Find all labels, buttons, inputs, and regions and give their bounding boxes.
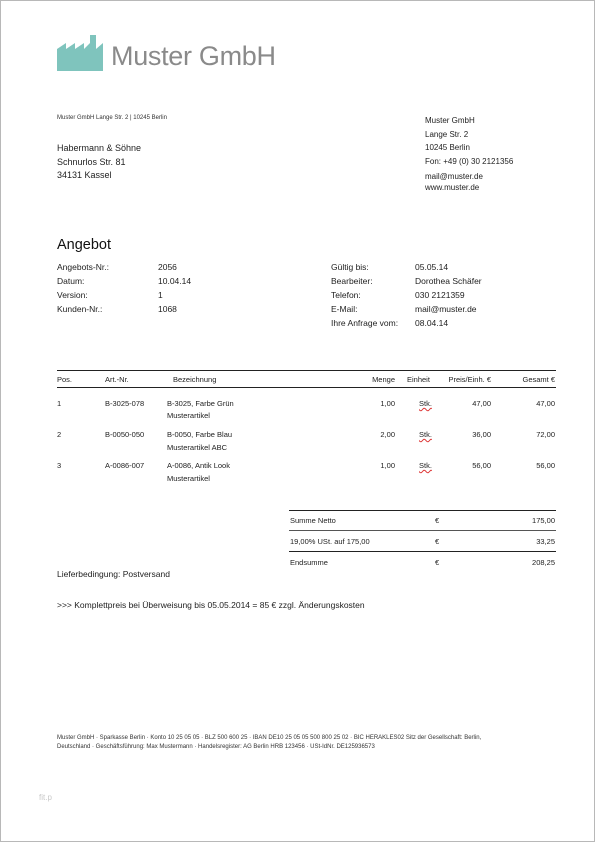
- meta-value-phone: 030 2121359: [415, 290, 465, 300]
- row2-quantity: 2,00: [380, 430, 395, 439]
- col-header-description: Bezeichnung: [173, 375, 217, 384]
- col-header-total: Gesamt €: [522, 375, 555, 384]
- table-top-rule: [57, 370, 556, 371]
- row3-quantity: 1,00: [380, 461, 395, 470]
- grand-total-currency: €: [435, 558, 440, 567]
- row2-total: 72,00: [536, 430, 555, 439]
- recipient-city: 34131 Kassel: [57, 170, 112, 180]
- totals-rule-2: [289, 551, 556, 552]
- row1-quantity: 1,00: [380, 399, 395, 408]
- company-web[interactable]: www.muster.de: [425, 183, 480, 192]
- vat-currency: €: [435, 537, 440, 546]
- row1-art-no: B-3025-078: [105, 399, 145, 408]
- footer-legal: [57, 734, 557, 752]
- meta-label-version: Version:: [57, 290, 88, 300]
- row3-total: 56,00: [536, 461, 555, 470]
- col-header-quantity: Menge: [372, 375, 395, 384]
- delivery-terms: Lieferbedingung: Postversand: [57, 569, 170, 579]
- row3-pos: 3: [57, 461, 62, 470]
- col-header-unit: Einheit: [407, 375, 430, 384]
- recipient-address: [57, 142, 141, 183]
- meta-label-email: E-Mail:: [331, 304, 358, 314]
- meta-value-valid-until: 05.05.14: [415, 262, 449, 272]
- meta-label-clerk: Bearbeiter:: [331, 276, 373, 286]
- company-address: [425, 114, 513, 168]
- company-contact: [425, 171, 483, 193]
- col-header-art-no: Art.-Nr.: [105, 375, 129, 384]
- totals-rule-1: [289, 530, 556, 531]
- meta-value-version: 1: [158, 290, 163, 300]
- col-header-unit-price: Preis/Einh. €: [448, 375, 491, 384]
- meta-value-customer-no: 1068: [158, 304, 177, 314]
- row3-unit: Stk.: [419, 461, 432, 470]
- company-phone: Fon: +49 (0) 30 2121356: [425, 156, 514, 166]
- vat-value: 33,25: [536, 537, 555, 546]
- sender-line: Muster GmbH Lange Str. 2 | 10245 Berlin: [57, 115, 167, 121]
- company-city: 10245 Berlin: [425, 143, 470, 152]
- footer-line-2: Deutschland · Geschäftsführung: Max Mustermann · Handelsregister: AG Berlin HRB 123456 · USt-IdNr. DE125936573: [57, 744, 375, 750]
- table-header-rule: [57, 387, 556, 388]
- meta-value-email[interactable]: mail@muster.de: [415, 304, 477, 314]
- row2-description: B-0050, Farbe Blau: [167, 430, 233, 439]
- meta-label-offer-no: Angebots-Nr.:: [57, 262, 109, 272]
- company-email[interactable]: mail@muster.de: [425, 172, 483, 181]
- row1-description: B-3025, Farbe Grün: [167, 399, 234, 408]
- document-title: Angebot: [57, 237, 112, 253]
- watermark: fit.p: [39, 793, 52, 802]
- row2-art-no: B-0050-050: [105, 430, 145, 439]
- row2-unit-price: 36,00: [472, 430, 491, 439]
- row1-unit-price: 47,00: [472, 399, 491, 408]
- company-name: Muster GmbH: [425, 116, 475, 125]
- col-header-pos: Pos.: [57, 375, 73, 384]
- row2-description-sub: Musterartikel ABC: [167, 443, 228, 452]
- row1-unit: Stk.: [419, 399, 432, 408]
- row2-unit: Stk.: [419, 430, 432, 439]
- recipient-name: Habermann & Söhne: [57, 143, 142, 153]
- net-total-label: Summe Netto: [290, 516, 336, 525]
- row3-unit-price: 56,00: [472, 461, 491, 470]
- meta-label-phone: Telefon:: [331, 290, 361, 300]
- meta-label-valid-until: Gültig bis:: [331, 262, 369, 272]
- row2-pos: 2: [57, 430, 62, 439]
- row1-pos: 1: [57, 399, 62, 408]
- payment-note: >>> Komplettpreis bei Überweisung bis 05.05.2014 = 85 € zzgl. Änderungskosten: [57, 600, 365, 610]
- meta-value-date: 10.04.14: [158, 276, 192, 286]
- row3-art-no: A-0086-007: [105, 461, 145, 470]
- brand-name: Muster GmbH: [111, 41, 276, 71]
- net-total-value: 175,00: [532, 516, 555, 525]
- company-street: Lange Str. 2: [425, 129, 469, 139]
- row3-description: A-0086, Antik Look: [167, 461, 230, 470]
- footer-line-1: Muster GmbH · Sparkasse Berlin · Konto 10 25 05 05 · BLZ 500 600 25 · IBAN DE10 25 05 05 500 800 25 02 · BIC HERAKLES02 Sitz der Gesellschaft: Berlin,: [57, 735, 482, 741]
- recipient-street: Schnurlos Str. 81: [57, 156, 126, 167]
- grand-total-label: Endsumme: [290, 558, 328, 567]
- grand-total-value: 208,25: [532, 558, 555, 567]
- meta-value-inquiry-date: 08.04.14: [415, 318, 449, 328]
- meta-value-offer-no: 2056: [158, 262, 177, 272]
- net-total-currency: €: [435, 516, 440, 525]
- meta-label-customer-no: Kunden-Nr.:: [57, 304, 103, 314]
- totals-top-rule: [289, 510, 556, 511]
- factory-logo-icon: [57, 35, 103, 71]
- meta-label-date: Datum:: [57, 276, 85, 286]
- meta-label-inquiry-date: Ihre Anfrage vom:: [331, 318, 399, 328]
- row3-description-sub: Musterartikel: [167, 474, 210, 483]
- vat-label: 19,00% USt. auf 175,00: [290, 537, 370, 546]
- meta-value-clerk: Dorothea Schäfer: [415, 276, 482, 286]
- row1-total: 47,00: [536, 399, 555, 408]
- row1-description-sub: Musterartikel: [167, 411, 210, 420]
